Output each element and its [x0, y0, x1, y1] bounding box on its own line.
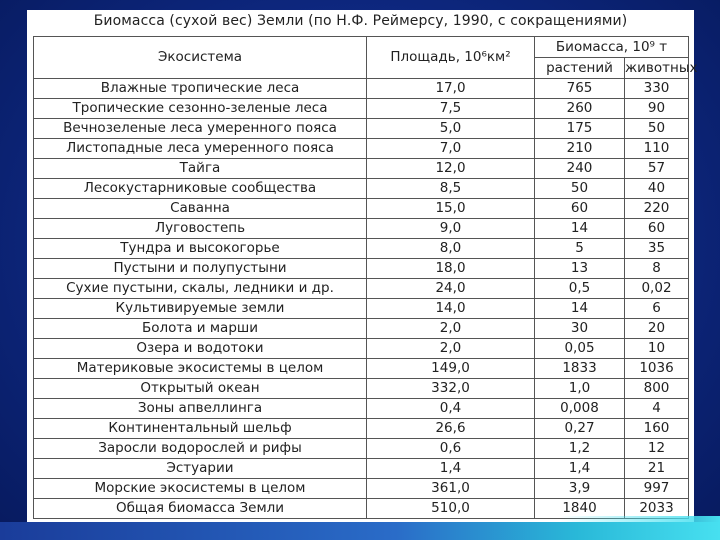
- cell-ecosystem: Луговостепь: [34, 219, 367, 239]
- cell-animals: 4: [625, 399, 689, 419]
- cell-area: 14,0: [367, 299, 535, 319]
- table-row: [34, 199, 689, 219]
- cell-animals: 90: [625, 99, 689, 119]
- cell-ecosystem: Континентальный шельф: [34, 419, 367, 439]
- cell-area: 26,6: [367, 419, 535, 439]
- slide-sheet: [27, 10, 698, 526]
- cell-ecosystem: Озера и водотоки: [34, 339, 367, 359]
- cell-ecosystem: Общая биомасса Земли: [34, 499, 367, 519]
- cell-animals: 35: [625, 239, 689, 259]
- cell-plants: 14: [535, 299, 625, 319]
- table-row: [34, 459, 689, 479]
- cell-plants: 0,05: [535, 339, 625, 359]
- cell-area: 149,0: [367, 359, 535, 379]
- cell-plants: 50: [535, 179, 625, 199]
- cell-area: 8,0: [367, 239, 535, 259]
- table-row: [34, 419, 689, 439]
- cell-plants: 30: [535, 319, 625, 339]
- cell-ecosystem: Тропические сезонно-зеленые леса: [34, 99, 367, 119]
- cell-area: 18,0: [367, 259, 535, 279]
- cell-area: 510,0: [367, 499, 535, 519]
- header-area: Площадь, 10⁶км²: [367, 37, 535, 79]
- cell-plants: 5: [535, 239, 625, 259]
- cell-animals: 6: [625, 299, 689, 319]
- cell-animals: 60: [625, 219, 689, 239]
- cell-plants: 175: [535, 119, 625, 139]
- cell-area: 12,0: [367, 159, 535, 179]
- cell-animals: 20: [625, 319, 689, 339]
- cell-plants: 1,4: [535, 459, 625, 479]
- cell-area: 2,0: [367, 319, 535, 339]
- cell-plants: 1,2: [535, 439, 625, 459]
- cell-animals: 57: [625, 159, 689, 179]
- table-row: [34, 359, 689, 379]
- cell-animals: 110: [625, 139, 689, 159]
- cell-ecosystem: Вечнозеленые леса умеренного пояса: [34, 119, 367, 139]
- header-ecosystem: Экосистема: [34, 37, 367, 79]
- cell-plants: 60: [535, 199, 625, 219]
- table-row: [34, 259, 689, 279]
- cell-ecosystem: Тайга: [34, 159, 367, 179]
- cell-plants: 210: [535, 139, 625, 159]
- cell-area: 7,5: [367, 99, 535, 119]
- cell-area: 15,0: [367, 199, 535, 219]
- cell-ecosystem: Сухие пустыни, скалы, ледники и др.: [34, 279, 367, 299]
- cell-area: 332,0: [367, 379, 535, 399]
- table-row: [34, 319, 689, 339]
- cell-ecosystem: Зоны апвеллинга: [34, 399, 367, 419]
- cell-animals: 8: [625, 259, 689, 279]
- cell-ecosystem: Влажные тропические леса: [34, 79, 367, 99]
- cell-ecosystem: Тундра и высокогорье: [34, 239, 367, 259]
- cell-plants: 240: [535, 159, 625, 179]
- cell-plants: 0,5: [535, 279, 625, 299]
- cell-animals: 800: [625, 379, 689, 399]
- table-body: [34, 79, 689, 519]
- cell-area: 361,0: [367, 479, 535, 499]
- biomass-table: [33, 36, 698, 519]
- header-animals: животных: [625, 58, 689, 79]
- cell-area: 5,0: [367, 119, 535, 139]
- cell-animals: 10: [625, 339, 689, 359]
- cell-ecosystem: Болота и марши: [34, 319, 367, 339]
- cell-animals: 1036: [625, 359, 689, 379]
- cell-ecosystem: Листопадные леса умеренного пояса: [34, 139, 367, 159]
- table-row: [34, 439, 689, 459]
- cell-area: 0,6: [367, 439, 535, 459]
- cell-animals: 160: [625, 419, 689, 439]
- cell-area: 7,0: [367, 139, 535, 159]
- cell-plants: 260: [535, 99, 625, 119]
- cell-area: 0,4: [367, 399, 535, 419]
- table-row: [34, 479, 689, 499]
- header-row: [34, 37, 689, 58]
- table-row: [34, 299, 689, 319]
- cell-animals: 2033: [625, 499, 689, 519]
- cell-ecosystem: Культивируемые земли: [34, 299, 367, 319]
- cell-area: 2,0: [367, 339, 535, 359]
- cell-plants: 14: [535, 219, 625, 239]
- table-row: [34, 139, 689, 159]
- cell-plants: 13: [535, 259, 625, 279]
- table-row: [34, 339, 689, 359]
- cell-ecosystem: Открытый океан: [34, 379, 367, 399]
- cell-animals: 40: [625, 179, 689, 199]
- table-row: [34, 379, 689, 399]
- table-title: Биомасса (сухой вес) Земли (по Н.Ф. Реймерсу, 1990, с сокращениями): [93, 13, 628, 29]
- cell-area: 24,0: [367, 279, 535, 299]
- cell-animals: 50: [625, 119, 689, 139]
- cell-animals: 997: [625, 479, 689, 499]
- decorative-accent-bar: [0, 522, 720, 540]
- cell-plants: 0,27: [535, 419, 625, 439]
- table-row: [34, 159, 689, 179]
- cell-animals: 330: [625, 79, 689, 99]
- table-row: [34, 279, 689, 299]
- header-plants: растений: [535, 58, 625, 79]
- cell-animals: 220: [625, 199, 689, 219]
- cell-area: 8,5: [367, 179, 535, 199]
- cell-plants: 765: [535, 79, 625, 99]
- table-row: [34, 119, 689, 139]
- cell-ecosystem: Саванна: [34, 199, 367, 219]
- table-row: [34, 399, 689, 419]
- cell-animals: 21: [625, 459, 689, 479]
- cell-plants: 1833: [535, 359, 625, 379]
- cell-plants: 1,0: [535, 379, 625, 399]
- table-row: [34, 239, 689, 259]
- cell-area: 9,0: [367, 219, 535, 239]
- table-row: [34, 179, 689, 199]
- table-row: [34, 219, 689, 239]
- cell-animals: 12: [625, 439, 689, 459]
- cell-ecosystem: Эстуарии: [34, 459, 367, 479]
- header-biomass: Биомасса, 10⁹ т: [535, 37, 689, 58]
- cell-area: 17,0: [367, 79, 535, 99]
- table-row: [34, 79, 689, 99]
- cell-ecosystem: Заросли водорослей и рифы: [34, 439, 367, 459]
- cell-ecosystem: Пустыни и полупустыни: [34, 259, 367, 279]
- cell-ecosystem: Лесокустарниковые сообщества: [34, 179, 367, 199]
- cell-plants: 1840: [535, 499, 625, 519]
- cell-plants: 0,008: [535, 399, 625, 419]
- cell-ecosystem: Материковые экосистемы в целом: [34, 359, 367, 379]
- table-row: [34, 99, 689, 119]
- cell-area: 1,4: [367, 459, 535, 479]
- cell-plants: 3,9: [535, 479, 625, 499]
- cell-ecosystem: Морские экосистемы в целом: [34, 479, 367, 499]
- cell-animals: 0,02: [625, 279, 689, 299]
